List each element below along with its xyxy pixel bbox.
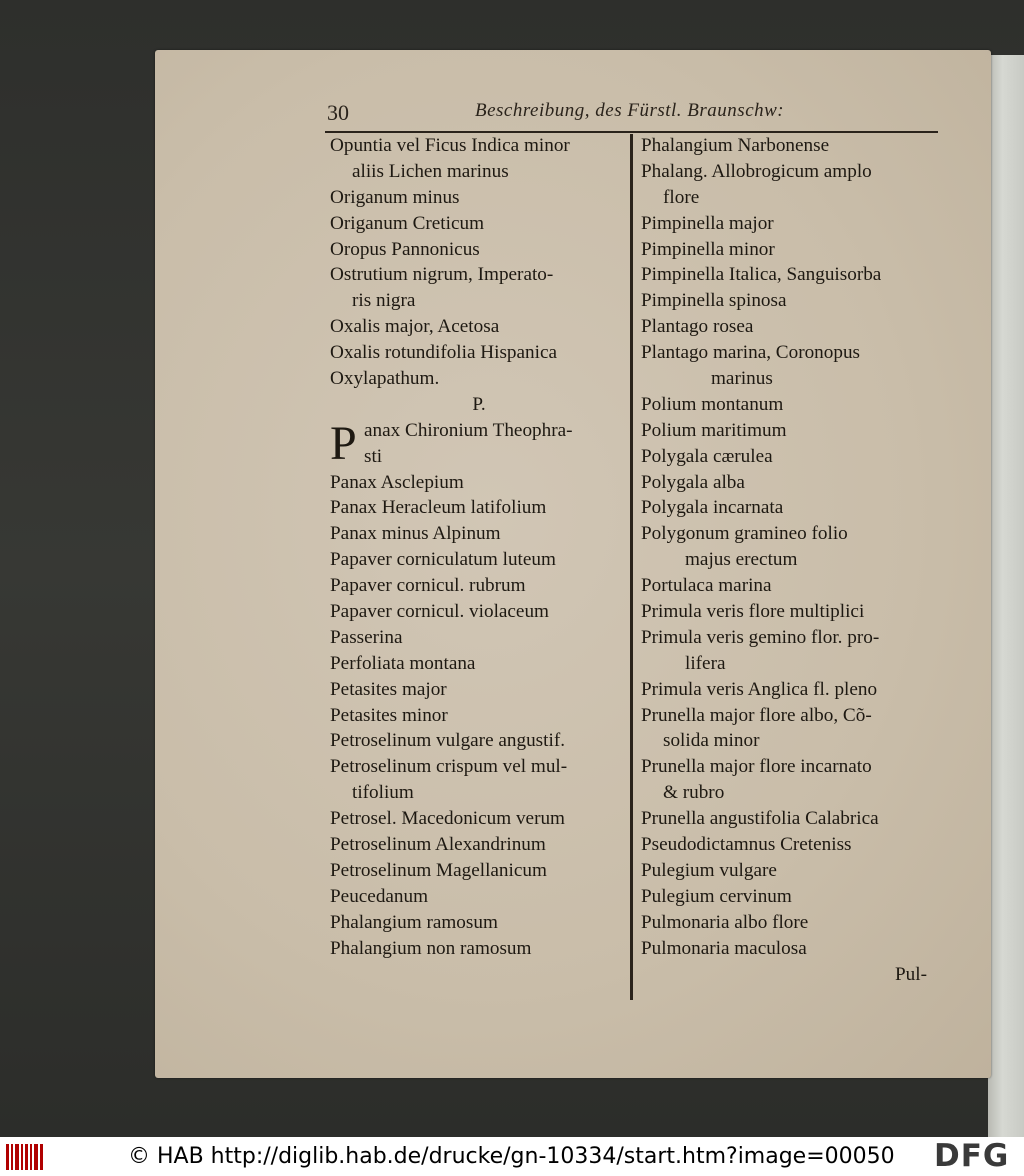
list-item: Ostrutium nigrum, Imperato- [330,264,554,286]
running-head: Beschreibung, des Fürstl. Braunschw: [475,100,785,121]
list-item: Polium maritimum [641,419,787,441]
list-item: Primula veris Anglica fl. pleno [641,678,878,700]
right-column [641,133,941,987]
list-item: Opuntia vel Ficus Indica minor [330,135,570,156]
list-item: Petasites major [330,678,447,700]
list-item: Oxalis rotundifolia Hispanica [330,342,557,364]
list-item: Phalangium non ramosum [330,937,532,959]
list-item [330,444,628,470]
list-item: Petroselinum Magellanicum [330,859,547,881]
list-item: Pimpinella spinosa [641,290,787,312]
list-item: solida minor [663,730,760,752]
column-divider [630,134,633,1000]
list-item: Phalang. Allobrogicum amplo [641,160,872,182]
list-item: Pimpinella major [641,212,774,234]
list-item: Oropus Pannonicus [330,238,480,260]
list-item: Primula veris gemino flor. pro- [641,626,880,648]
list-item: Polygala incarnata [641,497,784,519]
section-letter: P. [472,393,486,415]
list-item: ris nigra [352,290,416,312]
copyright-url[interactable]: © HAB http://diglib.hab.de/drucke/gn-10334/start.htm?image=00050 [128,1144,895,1169]
list-item: Petrosel. Macedonicum verum [330,808,565,830]
list-item: Primula veris flore multiplici [641,601,865,623]
list-item: Panax minus Alpinum [330,523,501,545]
list-item: Portulaca marina [641,575,772,597]
list-item: Oxalis major, Acetosa [330,316,500,338]
list-item: Pimpinella Italica, Sanguisorba [641,264,882,286]
list-item: Perfoliata montana [330,652,476,674]
list-item: Petasites minor [330,704,448,726]
list-item: Plantago rosea [641,316,754,338]
barcode-icon [4,1141,46,1173]
list-item: Polygala alba [641,471,745,493]
catchword: Pul- [895,963,927,985]
list-item: Petroselinum Alexandrinum [330,834,546,856]
list-item: Phalangium ramosum [330,911,498,933]
list-item: lifera [685,652,726,674]
list-item: Pulegium cervinum [641,885,792,907]
list-item: Pseudodictamnus Creteniss [641,834,852,856]
list-item: marinus [711,368,773,390]
list-item: Papaver corniculatum luteum [330,549,556,571]
list-item: Polium montanum [641,393,784,415]
list-item: Petroselinum vulgare angustif. [330,730,566,752]
list-item: Panax Heracleum latifolium [330,497,547,519]
list-item: flore [663,186,700,208]
list-item: Passerina [330,626,403,648]
drop-cap: P [330,416,357,470]
list-item: aliis Lichen marinus [352,160,509,182]
list-item: Origanum minus [330,186,460,208]
list-item: Pulmonaria albo flore [641,911,809,933]
list-item: Prunella angustifolia Calabrica [641,808,879,830]
list-item: & rubro [663,782,725,804]
list-item: Polygonum gramineo folio [641,523,848,545]
list-item: Pulmonaria maculosa [641,937,807,959]
list-item: Panax Asclepium [330,471,464,493]
scanner-edge [988,55,1024,1137]
dfg-logo: DFG [934,1138,1010,1174]
list-item-text: anax Chironium Theophra- [364,419,573,441]
list-item: majus erectum [685,549,798,571]
page-number: 30 [327,100,349,125]
list-item: Papaver cornicul. violaceum [330,601,549,623]
list-item: tifolium [352,782,414,804]
list-item: Oxylapathum. [330,368,440,390]
list-item: Phalangium Narbonense [641,135,830,156]
list-item: Prunella major flore albo, Cõ- [641,704,872,726]
list-item: Polygala cærulea [641,445,773,467]
list-item-text: sti [364,445,383,467]
list-item: Plantago marina, Coronopus [641,342,861,364]
list-item: Prunella major flore incarnato [641,756,872,778]
list-item: Origanum Creticum [330,212,484,234]
list-item: Petroselinum crispum vel mul- [330,756,568,778]
list-item: Papaver cornicul. rubrum [330,575,526,597]
left-column [330,133,628,962]
list-item: Pulegium vulgare [641,859,777,881]
list-item: Peucedanum [330,885,429,907]
list-item: Pimpinella minor [641,238,775,260]
